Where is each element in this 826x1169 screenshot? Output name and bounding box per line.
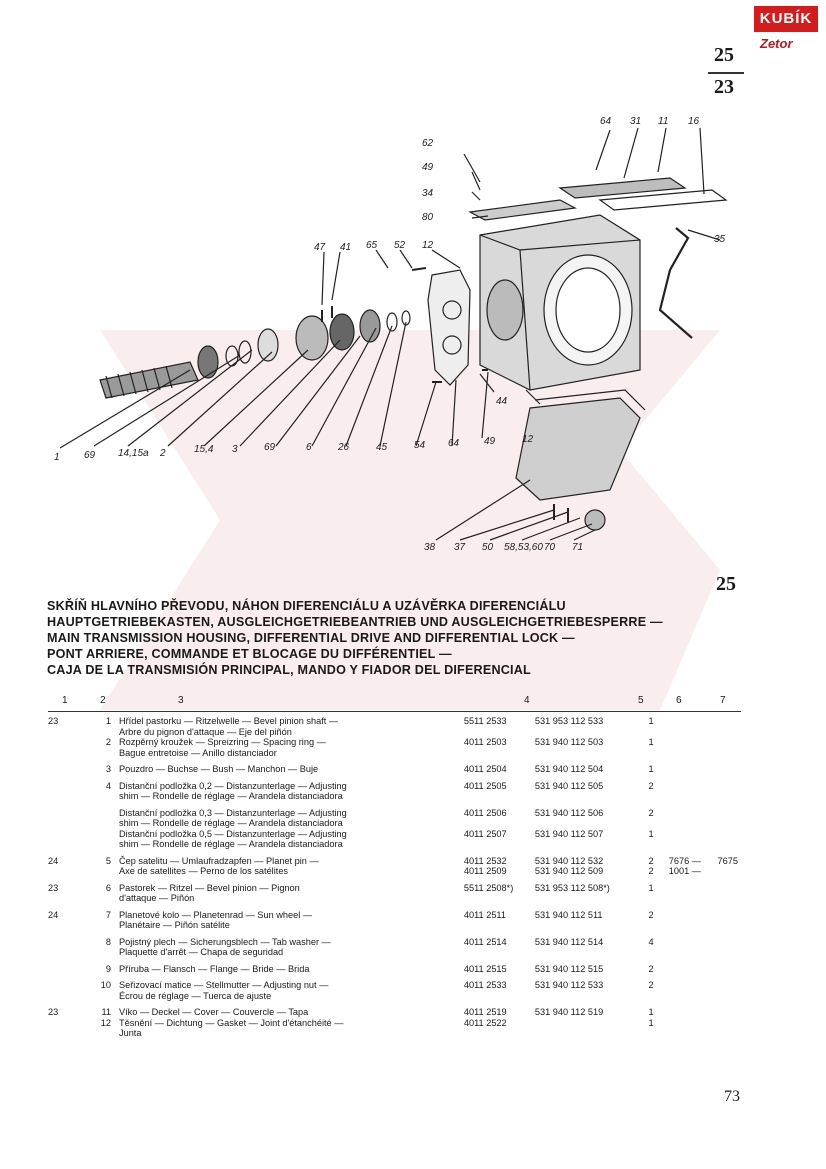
cell-c4a: [464, 775, 535, 802]
cell-c6: [669, 802, 718, 829]
logo-subbrand-text: Zetor: [760, 36, 793, 51]
callout-label: 12: [422, 240, 434, 251]
column-header: 1: [62, 695, 68, 706]
title-english: MAIN TRANSMISSION HOUSING, DIFFERENTIAL DRIVE AND DIFFERENTIAL LOCK —: [47, 631, 575, 645]
parts-table-body: [48, 716, 748, 1039]
header-rule: [48, 711, 741, 712]
cell-c4b: [535, 716, 649, 737]
section-number-top: 25: [714, 44, 734, 66]
callout-label: 64: [448, 438, 460, 449]
callout-label: 2: [160, 448, 166, 459]
cell-c6: [669, 904, 718, 931]
column-header: 3: [178, 695, 184, 706]
cell-line: 4011 2509: [463, 866, 507, 876]
callout-label: 14,15a: [118, 448, 149, 459]
cell-line: Rozpěrný kroužek — Spreizring — Spacing ring —: [118, 737, 326, 747]
cell-c5: [649, 829, 669, 850]
callout-label: 71: [572, 542, 584, 553]
cell-c1: 23: [48, 882, 59, 893]
cell-c3: [119, 737, 464, 758]
cell-c2: 4: [105, 780, 111, 791]
cell-line: shim — Rondelle de réglage — Arandela distanciadora: [118, 791, 343, 801]
cell-line: 2: [648, 855, 654, 866]
cell-c4a: [464, 850, 535, 877]
callout-label: 12: [522, 434, 534, 445]
cell-c4a: [464, 1001, 535, 1018]
callout-label: 69: [84, 450, 96, 461]
cell-line: 531 940 112 507: [534, 828, 604, 839]
cell-line: Junta: [118, 1028, 142, 1038]
cell-c6: [669, 775, 718, 802]
cell-c5: [649, 877, 669, 904]
callout-label: 70: [544, 542, 556, 553]
callout-label: 65: [366, 240, 378, 251]
cell-c2: 9: [105, 963, 111, 974]
cell-c4b: [535, 829, 649, 850]
cell-line: 4011 2511: [463, 909, 506, 920]
callout-label: 54: [414, 440, 426, 451]
callout-label: 34: [422, 188, 434, 199]
table-row: [48, 1018, 748, 1039]
callout-label: 11: [658, 116, 669, 127]
section-titles: [47, 598, 747, 678]
cell-line: Écrou de réglage — Tuerca de ajuste: [118, 990, 272, 1001]
cell-line: 4: [648, 936, 654, 947]
cell-c4b: [535, 931, 649, 958]
cell-c5: [649, 850, 669, 877]
callout-label: 69: [264, 442, 276, 453]
cell-c1: 23: [48, 1007, 59, 1017]
cell-line: 5511 2533: [463, 716, 507, 726]
cell-line: 531 940 112 506: [534, 807, 604, 818]
cell-line: 1: [648, 882, 654, 893]
cell-c4a: [464, 958, 535, 975]
cell-c4a: [464, 802, 535, 829]
cell-c4a: [464, 931, 535, 958]
cell-c7: [717, 931, 748, 958]
cell-c3: [119, 877, 464, 904]
cell-c6: [669, 958, 718, 975]
cell-c3: [119, 775, 464, 802]
cell-c7: [717, 716, 748, 737]
callout-label: 64: [600, 116, 612, 127]
table-row: [48, 877, 748, 904]
cell-c7: [717, 758, 748, 775]
cell-c6: [669, 716, 718, 737]
cell-line: Plaquette d'arrêt — Chapa de seguridad: [118, 947, 284, 957]
table-row: [48, 850, 748, 877]
title-french: PONT ARRIERE, COMMANDE ET BLOCAGE DU DIFFÉRENTIEL —: [47, 647, 452, 661]
cell-line: 531 940 112 509: [534, 866, 604, 876]
cell-c4b: [535, 1001, 649, 1018]
column-header: 4: [524, 695, 530, 706]
cell-c4a: [464, 974, 535, 1001]
callout-label: 80: [422, 212, 434, 223]
cell-c1: [48, 737, 62, 758]
cell-line: 531 940 112 505: [534, 780, 604, 791]
column-header: 2: [100, 695, 106, 706]
cell-line: 4011 2506: [463, 807, 507, 818]
cell-c1: 24: [48, 909, 59, 920]
cell-c5: [649, 931, 669, 958]
cell-c3: [119, 958, 464, 975]
callout-label: 35: [714, 234, 726, 245]
callout-label: 41: [340, 242, 352, 253]
callout-label: 3: [232, 444, 238, 455]
cell-c7: [717, 958, 748, 975]
cell-c4a: [464, 829, 535, 850]
column-header: 7: [720, 695, 726, 706]
cell-c1: [48, 1018, 62, 1039]
cell-line: 1: [648, 828, 654, 839]
callout-label: 38: [424, 542, 436, 553]
cell-line: 2: [648, 807, 654, 818]
cell-c4b: [535, 775, 649, 802]
cell-c3: [119, 802, 464, 829]
cell-line: 4011 2503: [463, 737, 507, 747]
cell-c1: [48, 802, 62, 829]
table-row: [48, 904, 748, 931]
cell-line: Distanční podložka 0,5 — Distanzunterlage — Adjusting: [118, 828, 347, 839]
cell-line: 4011 2519: [463, 1007, 507, 1017]
callout-label: 6: [306, 442, 312, 453]
cell-line: d'attaque — Piñón: [118, 893, 195, 903]
cell-c2: 12: [100, 1017, 111, 1028]
cell-c7: [717, 775, 748, 802]
callout-label: 49: [422, 162, 434, 173]
cell-c4a: [464, 877, 535, 904]
callout-label: 62: [422, 138, 434, 149]
section-number-rule: [708, 72, 744, 74]
callout-label: 26: [338, 442, 350, 453]
table-row: [48, 758, 748, 775]
cell-line: Čep satelitu — Umlaufradzapfen — Planet pin —: [118, 855, 319, 866]
cell-line: Bague entretoise — Anillo distanciador: [118, 747, 277, 758]
cell-c6: [669, 1001, 718, 1018]
cell-line: 4011 2514: [463, 936, 507, 947]
parts-table: [48, 716, 748, 1039]
cell-c5: [649, 716, 669, 737]
cell-c6: [669, 758, 718, 775]
cell-line: 531 953 112 533: [534, 716, 604, 726]
cell-c4a: [464, 716, 535, 737]
cell-line: 7676 —: [668, 855, 701, 866]
cell-c7: [717, 737, 748, 758]
title-spanish: CAJA DE LA TRANSMISIÓN PRINCIPAL, MANDO Y FIADOR DEL DIFERENCIAL: [47, 663, 531, 677]
cell-line: 1: [648, 737, 654, 747]
cell-line: Planetové kolo — Planetenrad — Sun wheel —: [118, 909, 313, 920]
cell-c4b: [535, 850, 649, 877]
cell-line: 4011 2532: [463, 855, 507, 866]
cell-c4b: [535, 877, 649, 904]
cell-c3: [119, 850, 464, 877]
callout-label: 52: [394, 240, 406, 251]
cell-c1: [48, 758, 62, 775]
table-row: [48, 802, 748, 829]
cell-c4a: [464, 1018, 535, 1039]
callout-label: 44: [496, 396, 508, 407]
cell-line: 2: [648, 963, 654, 974]
cell-line: 1: [648, 1017, 654, 1028]
cell-line: Příruba — Flansch — Flange — Bride — Brida: [118, 963, 310, 974]
cell-c3: [119, 931, 464, 958]
cell-c4b: [535, 974, 649, 1001]
table-row: [48, 1001, 748, 1018]
callout-label: 58,53,60: [504, 542, 543, 553]
cell-line: Axe de satellites — Perno de los satélites: [118, 866, 289, 876]
callout-label: 45: [376, 442, 388, 453]
cell-c6: [669, 850, 718, 877]
cell-line: 2: [648, 866, 654, 876]
cell-c5: [649, 1018, 669, 1039]
cell-line: 4011 2533: [463, 980, 507, 990]
cell-line: Seřizovací matice — Stellmutter — Adjusting nut —: [118, 980, 329, 990]
cell-c6: [669, 877, 718, 904]
cell-line: Arbre du pignon d'attaque — Eje del piñón: [118, 726, 292, 737]
cell-line: 531 953 112 508*): [534, 882, 610, 893]
cell-c7: [717, 877, 748, 904]
cell-c1: [48, 958, 62, 975]
cell-c5: [649, 904, 669, 931]
cell-c4b: [535, 802, 649, 829]
cell-c2: 6: [105, 882, 111, 893]
cell-c3: [119, 974, 464, 1001]
cell-c2: 8: [105, 936, 111, 947]
cell-line: Těsnění — Dichtung — Gasket — Joint d'étanchéité —: [118, 1017, 344, 1028]
cell-c4b: [535, 737, 649, 758]
cell-c2: [62, 802, 119, 829]
table-row: [48, 775, 748, 802]
cell-c7: [717, 1018, 748, 1039]
cell-line: 2: [648, 909, 654, 920]
cell-line: Hřídel pastorku — Ritzelwelle — Bevel pinion shaft —: [118, 716, 339, 726]
callout-label: 37: [454, 542, 466, 553]
cell-line: 5511 2508*): [463, 882, 514, 893]
cell-line: Pouzdro — Buchse — Bush — Manchon — Buje: [118, 764, 319, 774]
cell-line: 4011 2505: [463, 780, 507, 791]
cell-c2: 10: [100, 980, 111, 990]
cell-line: 4011 2522: [463, 1017, 507, 1028]
cell-line: 1: [648, 716, 654, 726]
cell-c6: [669, 974, 718, 1001]
cell-line: Planétaire — Piñón satélite: [118, 920, 230, 930]
callout-label: 47: [314, 242, 326, 253]
cell-line: 531 940 112 515: [534, 963, 604, 974]
logo-brand-text: KUBÍK: [754, 6, 818, 32]
cell-c3: [119, 829, 464, 850]
cell-line: shim — Rondelle de réglage — Arandela distanciadora: [118, 818, 343, 828]
cell-c1: [48, 829, 62, 850]
cell-c5: [649, 1001, 669, 1018]
column-header: 6: [676, 695, 682, 706]
exploded-parts-diagram: [40, 100, 760, 565]
cell-c3: [119, 716, 464, 737]
cell-line: 7675: [717, 855, 738, 866]
cell-c6: [669, 737, 718, 758]
cell-c1: 23: [48, 716, 59, 726]
cell-c5: [649, 802, 669, 829]
cell-c3: [119, 904, 464, 931]
cell-line: 1001 —: [668, 866, 701, 876]
cell-c7: [717, 1001, 748, 1018]
cell-c4b: [535, 904, 649, 931]
cell-c5: [649, 775, 669, 802]
callout-label: 16: [688, 116, 700, 127]
cell-line: Distanční podložka 0,2 — Distanzunterlage — Adjusting: [118, 780, 347, 791]
cell-c7: [717, 850, 748, 877]
cell-line: 4011 2515: [463, 963, 507, 974]
cell-c7: [717, 829, 748, 850]
table-row: [48, 974, 748, 1001]
cell-c6: [669, 1018, 718, 1039]
cell-c6: [669, 829, 718, 850]
title-german: HAUPTGETRIEBEKASTEN, AUSGLEICHGETRIEBEANTRIEB UND AUSGLEICHGETRIEBESPERRE —: [47, 615, 663, 629]
cell-c4a: [464, 737, 535, 758]
cell-c4b: [535, 958, 649, 975]
cell-c7: [717, 802, 748, 829]
cell-line: 4011 2504: [463, 764, 507, 774]
cell-line: Víko — Deckel — Cover — Couvercle — Tapa: [118, 1007, 309, 1017]
cell-c5: [649, 974, 669, 1001]
cell-line: 531 940 112 532: [534, 855, 604, 866]
cell-c4b: [535, 758, 649, 775]
cell-c2: [62, 829, 119, 850]
callout-label: 15,4: [194, 444, 214, 455]
table-row: [48, 958, 748, 975]
cell-c1: [48, 931, 62, 958]
cell-line: 2: [648, 780, 654, 791]
cell-c7: [717, 974, 748, 1001]
cell-line: 531 940 112 514: [534, 936, 604, 947]
callout-label: 1: [54, 452, 60, 463]
cell-c5: [649, 737, 669, 758]
title-czech: SKŘÍŇ HLAVNÍHO PŘEVODU, NÁHON DIFERENCIÁLU A UZÁVĚRKA DIFERENCIÁLU: [47, 599, 566, 613]
cell-c2: 1: [105, 716, 111, 726]
cell-c4a: [464, 904, 535, 931]
cell-c2: 7: [105, 909, 111, 920]
section-number-mid: 25: [716, 573, 736, 595]
cell-line: 1: [648, 764, 654, 774]
cell-line: 531 940 112 504: [534, 764, 604, 774]
cell-line: Distanční podložka 0,3 — Distanzunterlage — Adjusting: [118, 807, 347, 818]
cell-c7: [717, 904, 748, 931]
callout-label: 49: [484, 436, 496, 447]
cell-c1: 24: [48, 855, 59, 866]
cell-line: 531 940 112 519: [534, 1007, 604, 1017]
cell-line: 531 940 112 533: [534, 980, 604, 990]
cell-line: shim — Rondelle de réglage — Arandela distanciadora: [118, 839, 343, 849]
cell-c4a: [464, 758, 535, 775]
cell-c3: [119, 1001, 464, 1018]
cell-line: Pojistný plech — Sicherungsblech — Tab washer —: [118, 936, 331, 947]
cell-line: 4011 2507: [463, 828, 507, 839]
cell-line: 2: [648, 980, 654, 990]
cell-c6: [669, 931, 718, 958]
table-row: [48, 829, 748, 850]
callout-label: 31: [630, 116, 642, 127]
cell-c3: [119, 1018, 464, 1039]
callout-label: 50: [482, 542, 494, 553]
table-row: [48, 716, 748, 737]
brand-logo: [754, 6, 818, 62]
table-row: [48, 737, 748, 758]
cell-line: 531 940 112 511: [534, 909, 603, 920]
column-header: 5: [638, 695, 644, 706]
table-row: [48, 931, 748, 958]
cell-line: Pastorek — Ritzel — Bevel pinion — Pignon: [118, 882, 300, 893]
cell-c5: [649, 758, 669, 775]
cell-c1: [48, 775, 62, 802]
cell-c2: 3: [105, 764, 111, 774]
cell-c4b: [535, 1018, 649, 1039]
cell-c2: 11: [101, 1007, 111, 1017]
cell-c5: [649, 958, 669, 975]
cell-c1: [48, 974, 62, 1001]
section-number-bottom: 23: [714, 76, 734, 98]
cell-c2: 2: [105, 737, 111, 747]
page-number: 73: [724, 1088, 740, 1105]
cell-line: 531 940 112 503: [534, 737, 604, 747]
cell-c3: [119, 758, 464, 775]
cell-line: 1: [648, 1007, 654, 1017]
cell-c2: 5: [105, 855, 111, 866]
